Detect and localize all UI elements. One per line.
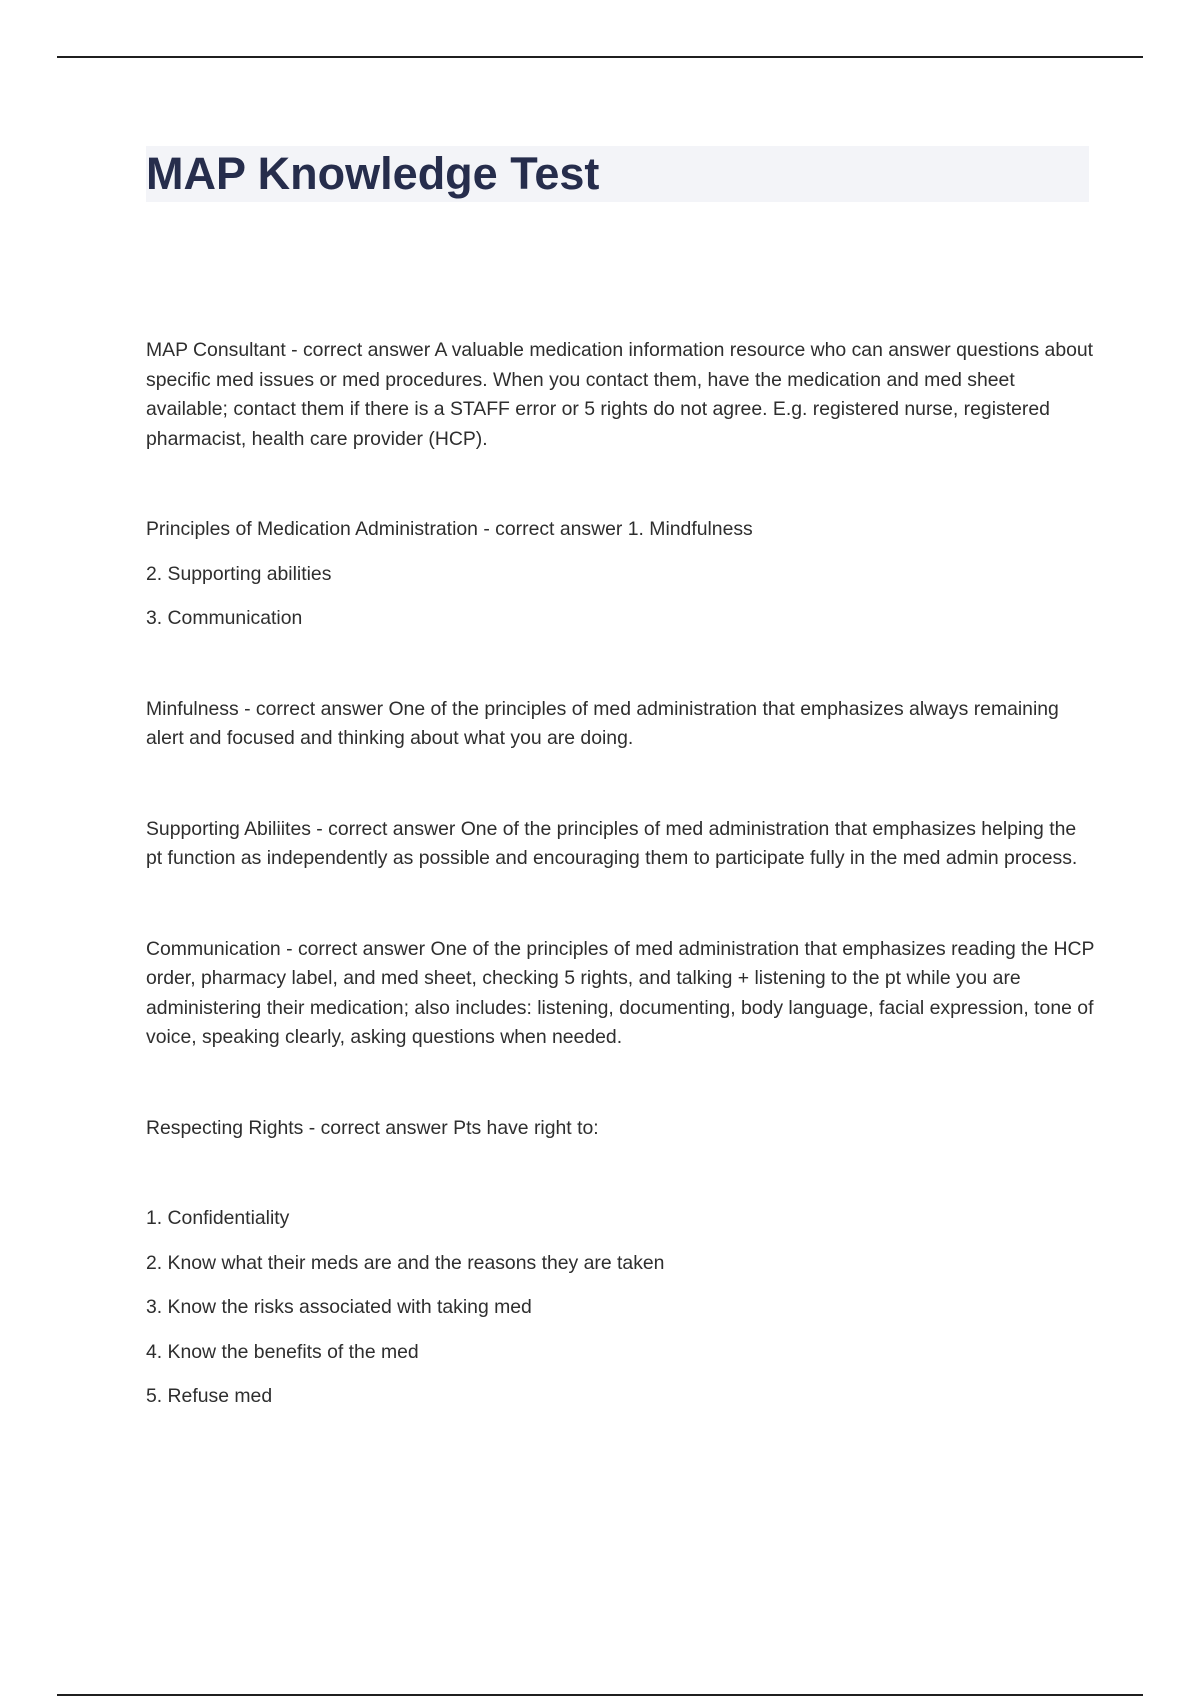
entry-communication: Communication - correct answer One of the principles of med administration that emphasizes reading the HCP order, pharmacy label, and med sheet, checking 5 rights, and talking + listening to the pt while you are administering their medication; also includes: listening, documenting, body language, facial expression, tone of voice, speaking clearly, asking questions when needed. bbox=[146, 937, 1095, 1048]
footer-rule bbox=[57, 1694, 1143, 1696]
list-item: 2. Know what their meds are and the reasons they are taken bbox=[146, 1251, 665, 1274]
document-body bbox=[146, 336, 1096, 1412]
header-rule bbox=[57, 56, 1143, 58]
entry-supporting-abilities: Supporting Abiliites - correct answer One of the principles of med administration that emphasizes helping the pt function as independently as possible and encouraging them to participate fully in the med admin process. bbox=[146, 817, 1078, 869]
document-title: MAP Knowledge Test bbox=[146, 148, 600, 199]
entry-map-consultant: MAP Consultant - correct answer A valuable medication information resource who can answer questions about specific med issues or med procedures. When you contact them, have the medication and med sheet available; contact them if there is a STAFF error or 5 rights do not agree. E.g. registered nurse, registered pharmacist, health care provider (HCP). bbox=[146, 339, 1094, 450]
list-item: 1. Confidentiality bbox=[146, 1207, 290, 1229]
entry-mindfulness: Minfulness - correct answer One of the principles of med administration that emphasizes always remaining alert and focused and thinking about what you are doing. bbox=[146, 697, 1059, 749]
entry-principles: Principles of Medication Administration - correct answer 1. Mindfulness bbox=[146, 518, 753, 540]
entry-respecting-rights: Respecting Rights - correct answer Pts have right to: bbox=[146, 1116, 599, 1139]
list-item: 4. Know the benefits of the med bbox=[146, 1340, 419, 1363]
list-item: 5. Refuse med bbox=[146, 1385, 273, 1407]
list-item: 2. Supporting abilities bbox=[146, 562, 332, 585]
list-item: 3. Communication bbox=[146, 607, 303, 629]
list-item: 3. Know the risks associated with taking med bbox=[146, 1296, 532, 1318]
